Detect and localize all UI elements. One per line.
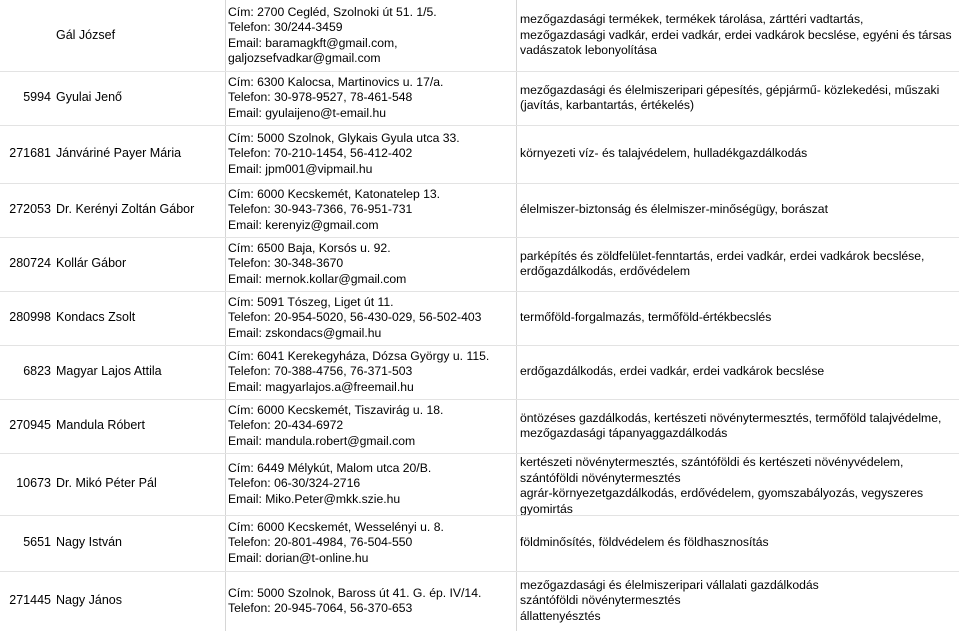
expertise-field [520,455,955,517]
contact-details [228,5,512,67]
expert-name: Kondacs Zsolt [56,310,136,324]
registration-number: 271445 [9,593,51,607]
table-row [0,291,959,345]
contact-line: Telefon: 30/244-3459 [228,20,343,34]
expertise-line: állattenyésztés [520,608,601,623]
expert-name: Jánváriné Payer Mária [56,146,182,160]
registration-number: 271681 [9,146,51,160]
table-row [0,0,959,71]
expert-name: Mandula Róbert [56,418,145,432]
registration-number: 10673 [16,476,51,490]
contact-line: Telefon: 20-954-5020, 56-430-029, 56-502-403 [228,310,482,325]
contact-line: Email: baramagkft@gmail.com, [228,35,398,50]
contact-line: Telefon: 20-434-6972 [228,418,344,433]
registration-number: 280998 [9,310,51,324]
row-divider [0,345,959,346]
contact-line: Cím: 5000 Szolnok, Glykais Gyula utca 33. [228,130,460,145]
row-divider [0,291,959,292]
contact-details [228,295,512,342]
contact-line: Telefon: 70-210-1454, 56-412-402 [228,146,413,161]
expertise-field [520,83,955,114]
contact-line: Email: zskondacs@gmail.hu [228,325,382,340]
contact-line: Cím: 5091 Tószeg, Liget út 11. [228,294,394,309]
contact-line: Cím: 6000 Kecskemét, Wesselényi u. 8. [228,519,444,534]
expert-name: Gyulai Jenő [56,90,123,104]
expertise-line: mezőgazdasági és élelmiszeripari gépesítés, gépjármű- közlekedési, műszaki [520,82,940,97]
expertise-field [520,146,955,162]
expertise-line: élelmiszer-biztonság és élelmiszer-minőségügy, borászat [520,202,828,217]
contact-line: Cím: 6041 Kerekegyháza, Dózsa György u. 115. [228,348,490,363]
expertise-field [520,12,955,59]
expertise-line: termőföld-forgalmazás, termőföld-értékbecslés [520,310,772,325]
expertise-field [520,364,955,380]
expertise-line: vadászatok lebonyolítása [520,43,657,58]
expertise-line: erdőgazdálkodás, erdővédelem [520,264,691,278]
row-divider [0,453,959,454]
contact-details [228,187,512,234]
expertise-field [520,249,955,280]
contact-line: Cím: 6000 Kecskemét, Tiszavirág u. 18. [228,402,444,417]
expert-name: Kollár Gábor [56,256,127,270]
expertise-field [520,535,955,551]
expertise-field [520,411,955,442]
table-row [0,453,959,515]
expertise-line: földminősítés, földvédelem és földhasznosítás [520,535,769,550]
expertise-line: parképítés és zöldfelület-fenntartás, erdei vadkár, erdei vadkárok becslése, [520,248,925,263]
contact-line: Email: mandula.robert@gmail.com [228,433,416,448]
expertise-line: öntözéses gazdálkodás, kertészeti növénytermesztés, termőföld talajvédelme, [520,410,942,425]
contact-line: Email: jpm001@vipmail.hu [228,161,373,176]
expert-name: Dr. Mikó Péter Pál [56,476,157,490]
registration-number: 270945 [9,418,51,432]
expert-name: Nagy János [56,593,123,607]
contact-line: Email: kerenyiz@gmail.com [228,217,379,232]
contact-line: Email: mernok.kollar@gmail.com [228,271,407,286]
table-row [0,571,959,631]
expertise-field [520,310,955,326]
contact-line: Telefon: 06-30/324-2716 [228,476,361,491]
contact-line: Telefon: 30-943-7366, 76-951-731 [228,202,413,217]
expertise-line: erdőgazdálkodás, erdei vadkár, erdei vadkárok becslése [520,364,825,379]
expertise-line: mezőgazdasági termékek, termékek tárolása, zárttéri vadtartás, [520,12,864,27]
contact-details [228,131,512,178]
registration-number: 5994 [23,90,51,104]
expertise-line: szántóföldi növénytermesztés [520,470,681,485]
contact-line: Cím: 6000 Kecskemét, Katonatelep 13. [228,186,441,201]
table-row [0,183,959,237]
registration-number: 6823 [23,364,51,378]
contact-line: Email: magyarlajos.a@freemail.hu [228,379,414,394]
expertise-line: agrár-környezetgazdálkodás, erdővédelem, gyomszabályozás, vegyszeres [520,486,924,500]
contact-line: Telefon: 20-801-4984, 76-504-550 [228,535,413,550]
table-row [0,237,959,291]
contact-details [228,403,512,450]
expert-name: Gál József [56,27,116,42]
expertise-field [520,578,955,625]
row-divider [0,571,959,572]
row-divider [0,515,959,516]
expert-name: Magyar Lajos Attila [56,364,162,378]
table-row [0,345,959,399]
table-row [0,515,959,571]
contact-line: Telefon: 70-388-4756, 76-371-503 [228,364,413,379]
expert-name: Nagy István [56,535,123,549]
contact-line: Cím: 5000 Szolnok, Baross út 41. G. ép. IV/14. [228,585,482,600]
expertise-line: mezőgazdasági és élelmiszeripari vállalati gazdálkodás [520,577,819,592]
expertise-line: mezőgazdasági tápanyaggazdálkodás [520,426,728,440]
expert-name: Dr. Kerényi Zoltán Gábor [56,202,195,216]
expertise-line: mezőgazdasági vadkár, erdei vadkár, erdei vadkárok becslése, egyéni és társas [520,27,952,42]
row-divider [0,71,959,72]
contact-details [228,586,512,617]
expertise-line: kertészeti növénytermesztés, szántóföldi és kertészeti növényvédelem, [520,455,904,469]
table-row [0,399,959,453]
contact-line: Cím: 2700 Cegléd, Szolnoki út 51. 1/5. [228,4,437,19]
row-divider [0,237,959,238]
table-row [0,71,959,125]
expertise-line: szántóföldi növénytermesztés [520,593,681,608]
expertise-field [520,202,955,218]
expertise-line: (javítás, karbantartás, értékelés) [520,98,695,112]
contact-line: Email: gyulaijeno@t-email.hu [228,105,387,120]
row-divider [0,183,959,184]
table-row [0,125,959,183]
contact-line: Email: Miko.Peter@mkk.szie.hu [228,491,401,506]
contact-details [228,75,512,122]
registration-number: 5651 [23,535,51,549]
contact-details [228,349,512,396]
expertise-line: gyomirtás [520,501,573,516]
contact-line: Cím: 6449 Mélykút, Malom utca 20/B. [228,460,432,475]
contact-line: Telefon: 30-978-9527, 78-461-548 [228,90,413,105]
contact-details [228,461,512,508]
contact-line: Email: dorian@t-online.hu [228,550,369,565]
contact-line: Telefon: 30-348-3670 [228,256,344,271]
contact-details [228,241,512,288]
contact-line: Telefon: 20-945-7064, 56-370-653 [228,601,413,615]
contact-line: Cím: 6300 Kalocsa, Martinovics u. 17/a. [228,74,444,89]
registration-number: 272053 [9,202,51,216]
registration-number: 280724 [9,256,51,270]
contact-line: galjozsefvadkar@gmail.com [228,51,381,65]
expertise-line: környezeti víz- és talajvédelem, hulladékgazdálkodás [520,146,808,161]
contact-details [228,520,512,567]
row-divider [0,125,959,126]
row-divider [0,399,959,400]
contact-line: Cím: 6500 Baja, Korsós u. 92. [228,240,391,255]
